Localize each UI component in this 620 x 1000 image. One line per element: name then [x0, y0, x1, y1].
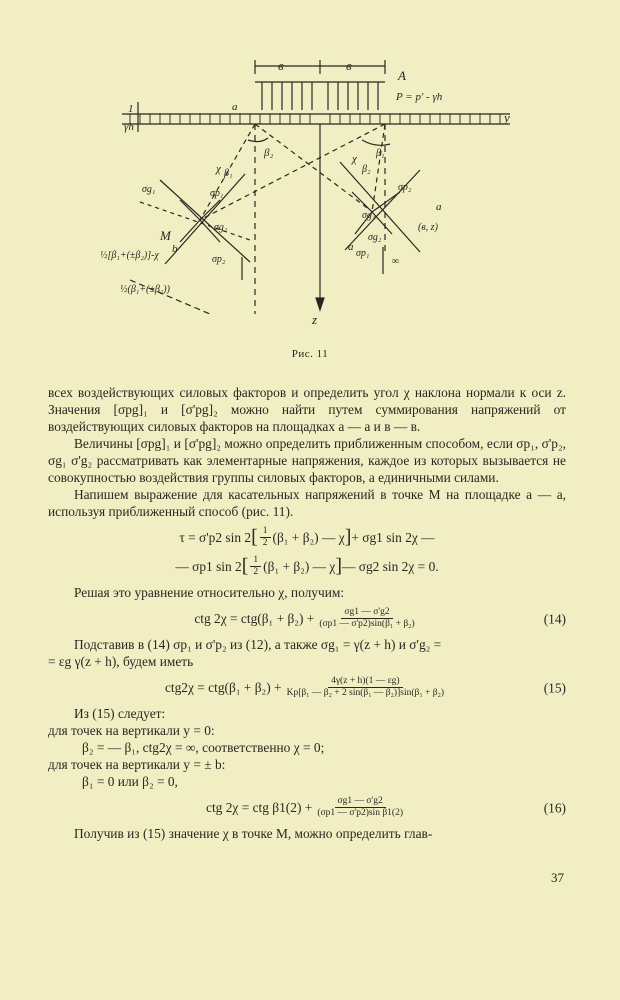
- fig-label-beta-left: β₂: [264, 147, 274, 159]
- paragraph-6: Из (15) следует:: [74, 706, 166, 721]
- fig-label-sigma-g2-left: σg₂: [214, 222, 228, 233]
- fig-label-beta-right2: β₂: [362, 164, 371, 175]
- fig-label-coord: (в, z): [418, 222, 438, 233]
- equation-14: ctg 2χ = ctg(β₁ + β₂) + $\frac{\sigma g1 — \sigma'g2}{\text{(σp1 — σ'p2)sin(β₁ + β₂)}}$ (14): [194, 607, 566, 629]
- fig-label-beta-right: β₁: [376, 148, 385, 159]
- half-fraction-1: $\frac{1}{2}$: [260, 526, 271, 549]
- paragraph-4: Решая это уравнение относительно χ, получим:: [74, 585, 345, 600]
- paragraph-11: Получив из (15) значение χ в точке M, можно определить глав-: [74, 826, 433, 841]
- paragraph-2: Величины [σpg]₁ и [σ'pg]₂ можно определить приближенным способом, если σp₁, σ'p₂, σg₁ σ'g₂ рассматривать как элементарные напряжения, каждое из которых вызывается не совокупностью воздействия группы силовых факторов, а единичными силами.: [48, 436, 566, 485]
- page-number: 37: [551, 870, 564, 885]
- fig-label-a-left: а: [232, 101, 238, 113]
- figure-11: [100, 52, 520, 330]
- fig-label-one: 1: [128, 103, 134, 115]
- fig-label-gamma-h: γh: [124, 121, 134, 133]
- load-arrows: [262, 82, 378, 110]
- fig-label-b1: в: [278, 58, 284, 73]
- fig-label-infinity: ∞: [392, 256, 400, 267]
- fig-label-sigma-g1-left: σg₁: [142, 184, 156, 195]
- paragraph-8: β₂ = — β₁, ctg2χ = ∞, соответственно χ = 0;: [82, 740, 325, 755]
- fig-label-chi-left: χ: [216, 163, 221, 175]
- fig-label-z: z: [312, 312, 318, 327]
- fig-label-a-right2: а: [348, 241, 354, 253]
- half-fraction-2: $\frac{1}{2}$: [250, 555, 261, 578]
- fig-label-load: P = p' - γh: [396, 91, 443, 103]
- fig-label-b-left: b: [172, 243, 178, 255]
- fig-label-beta-left1: β₁: [224, 168, 233, 179]
- equation-tau-line-2: — σp1 sin 2 [ $\frac{1}{2}$ (β₁ + β₂) — χ ] — σg2 sin 2χ = 0.: [175, 555, 439, 577]
- fig-label-b2: в: [346, 58, 352, 73]
- surface-hatching: [130, 114, 500, 124]
- equation-16: ctg 2χ = ctg β1(2) + $\frac{\sigma g1 — \sigma'g2}{\text{(σp1 — σ'p2)sin β1(2)}}$ (16): [206, 796, 566, 818]
- body-text: [48, 384, 566, 842]
- equation-number-15: (15): [543, 680, 566, 695]
- fig-label-chi-right: χ: [352, 153, 357, 165]
- equation-number-14: (14): [543, 611, 566, 626]
- fig-label-bottom-formula: ½(β₁+(±β₂)): [120, 284, 170, 295]
- figure-caption: Рис. 11: [291, 348, 329, 360]
- paragraph-9: для точек на вертикали y = ± b:: [48, 757, 226, 772]
- fig-label-sigma-p2-left: σp₂: [212, 254, 226, 265]
- fig-label-sigma-g2-right: σg₂: [368, 232, 382, 243]
- paragraph-7: для точек на вертикали y = 0:: [48, 723, 215, 738]
- equation-number-16: (16): [543, 800, 566, 815]
- fig-label-sigma-p2-right: σp₂: [398, 182, 412, 193]
- fig-label-side-formula: ½[β₁+(±β₂)]-χ: [100, 250, 159, 261]
- fig-label-M: M: [160, 228, 171, 243]
- paragraph-10: β₁ = 0 или β₂ = 0,: [82, 774, 178, 789]
- paragraph-3: Напишем выражение для касательных напряжений в точке M на площадке а — а, используя приближенный способ (рис. 11).: [48, 487, 566, 519]
- fig-label-A: A: [398, 68, 406, 83]
- fig-label-sigma-g1-right: σg₁: [362, 210, 376, 221]
- equation-15: ctg2χ = ctg(β₁ + β₂) + $\frac{4\gamma(z + h)(1 — \varepsilon g)}{\text{Kp[β₁ — β₂ + 2 sin(β₁ — β₂)]sin(β₁ + β₂)}}$ (15): [164, 676, 566, 698]
- equation-tau-line-1: τ = σ'p2 sin 2 [ $\frac{1}{2}$ (β₁ + β₂) — χ ] + σg1 sin 2χ —: [179, 526, 435, 548]
- paragraph-1: всех воздействующих силовых факторов и определить угол χ наклона нормали к оси z. Значения [σpg]₁ и [σ'pg]₂ можно найти путем суммирования напряжений от воздействующих силовых факторов на площадках а — а и в — в.: [48, 385, 566, 434]
- fig-label-y: y: [504, 110, 510, 125]
- paragraph-5a: Подставив в (14) σp₁ и σ'p₂ из (12), а также σg₁ = γ(z + h) и σ'g₂ =: [74, 637, 442, 652]
- fig-label-a-right: а: [436, 201, 442, 213]
- paragraph-5b: = εg γ(z + h), будем иметь: [48, 654, 194, 669]
- fig-label-sigma-p1-right: σp₁: [356, 248, 370, 259]
- fig-label-sigma-p1-left: σp₁: [210, 188, 224, 199]
